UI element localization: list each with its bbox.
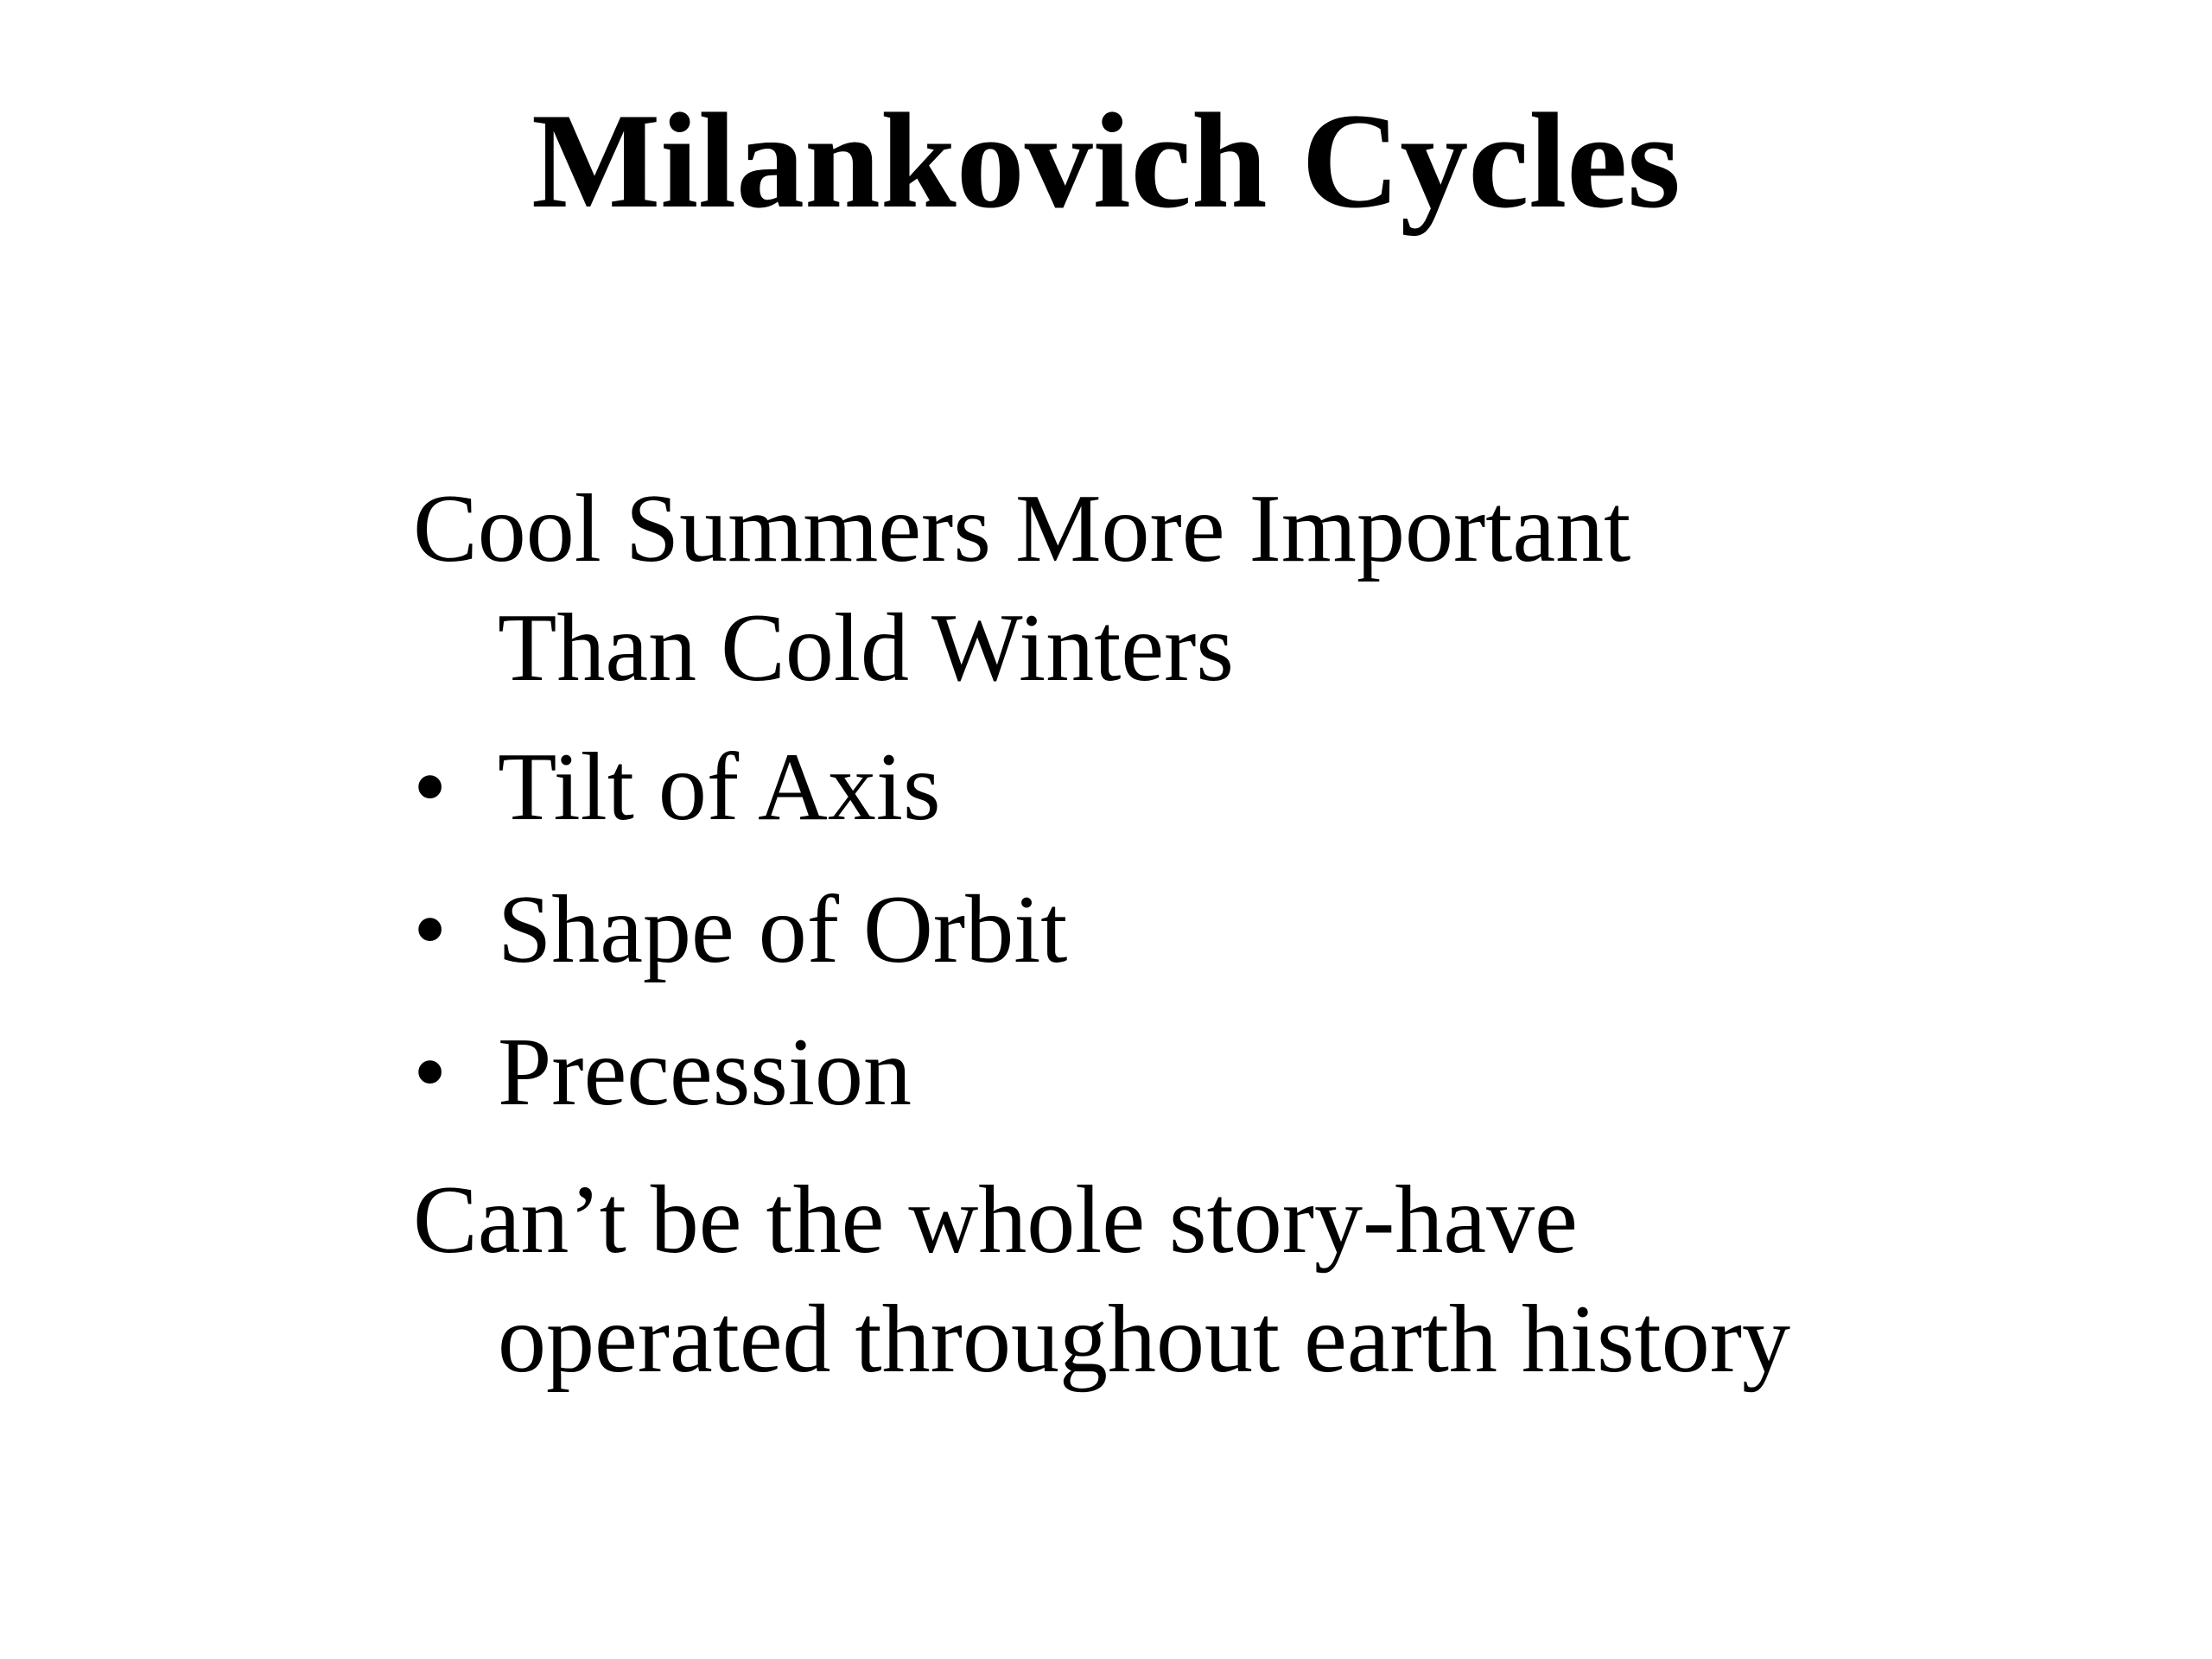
intro-line-2: Than Cold Winters bbox=[498, 594, 1234, 702]
conclusion-paragraph bbox=[413, 1160, 1790, 1399]
bullet-label: Tilt of Axis bbox=[498, 734, 941, 841]
bullet-icon: • bbox=[413, 876, 448, 983]
conclusion-line-2: operated throughout earth history bbox=[498, 1286, 1791, 1393]
bullet-item-tilt bbox=[413, 728, 941, 847]
intro-paragraph bbox=[413, 469, 1630, 708]
bullet-icon: • bbox=[413, 734, 448, 841]
bullet-item-orbit bbox=[413, 870, 1067, 989]
bullet-label: Shape of Orbit bbox=[498, 876, 1068, 983]
bullet-label: Precession bbox=[498, 1019, 912, 1126]
slide-title: Milankovich Cycles bbox=[531, 86, 1681, 237]
bullet-icon: • bbox=[413, 1019, 448, 1126]
conclusion-line-1: Can’t be the whole story-have bbox=[413, 1166, 1578, 1274]
bullet-item-precession bbox=[413, 1013, 912, 1132]
intro-line-1: Cool Summers More Important bbox=[413, 475, 1631, 582]
